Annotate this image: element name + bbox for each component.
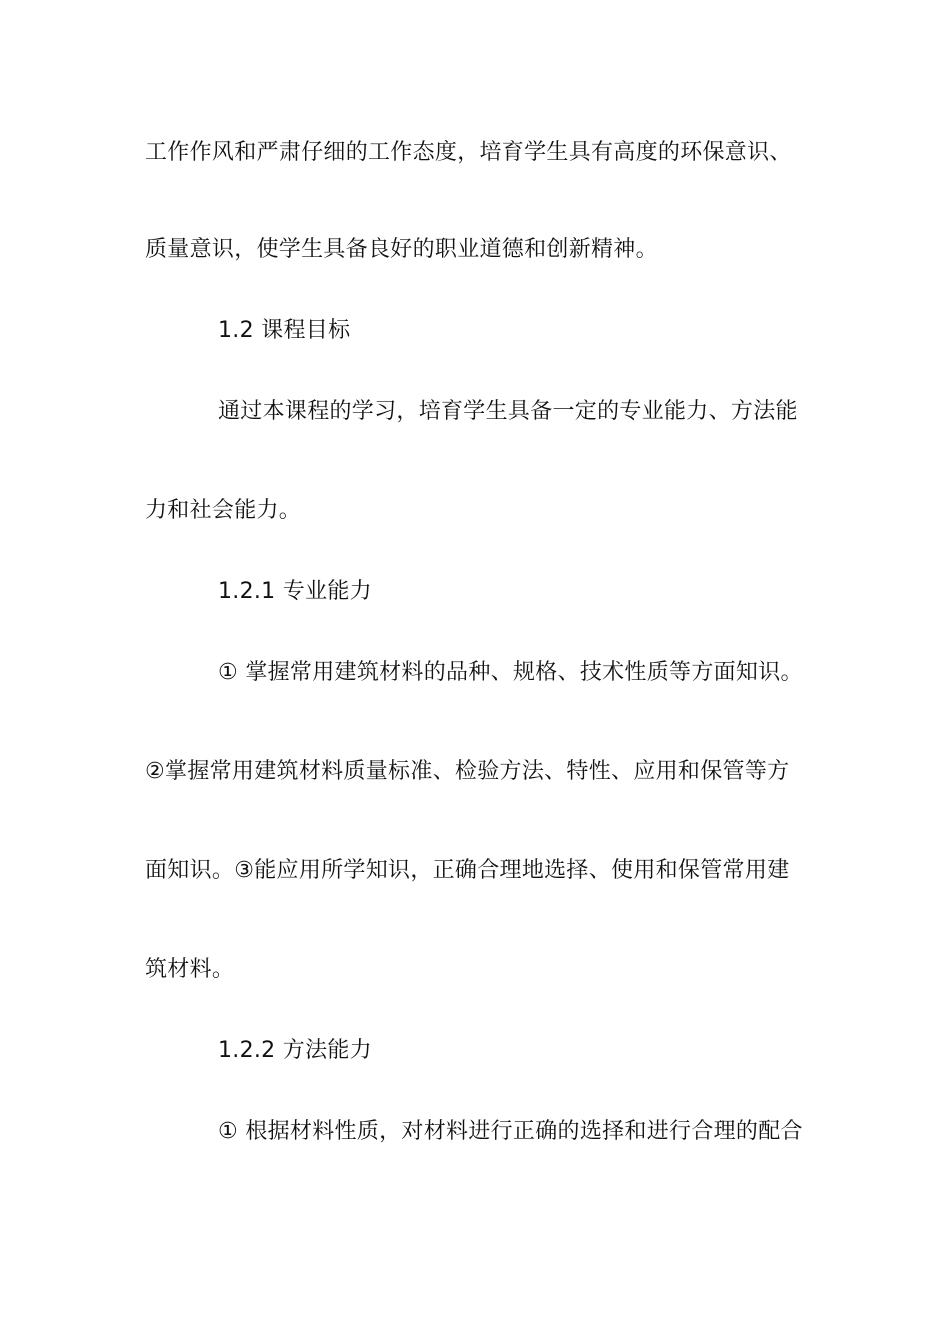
section-heading-1-2-2: 1.2.2 方法能力 bbox=[218, 1038, 372, 1063]
paragraph-line-6: ②掌握常用建筑材料质量标准、检验方法、特性、应用和保管等方 bbox=[145, 759, 790, 784]
paragraph-line-3: 通过本课程的学习，培育学生具备一定的专业能力、方法能 bbox=[218, 399, 798, 424]
paragraph-line-1: 工作作风和严肃仔细的工作态度，培育学生具有高度的环保意识、 bbox=[145, 140, 792, 165]
paragraph-line-2: 质量意识，使学生具备良好的职业道德和创新精神。 bbox=[145, 237, 658, 262]
paragraph-line-4: 力和社会能力。 bbox=[145, 498, 302, 523]
paragraph-line-7: 面知识。③能应用所学知识，正确合理地选择、使用和保管常用建 bbox=[145, 858, 790, 883]
paragraph-line-8: 筑材料。 bbox=[145, 957, 235, 982]
section-heading-1-2-1: 1.2.1 专业能力 bbox=[218, 579, 372, 604]
section-heading-1-2: 1.2 课程目标 bbox=[218, 318, 351, 343]
paragraph-line-9: ① 根据材料性质，对材料进行正确的选择和进行合理的配合 bbox=[218, 1119, 803, 1144]
paragraph-line-5: ① 掌握常用建筑材料的品种、规格、技术性质等方面知识。 bbox=[218, 660, 803, 685]
